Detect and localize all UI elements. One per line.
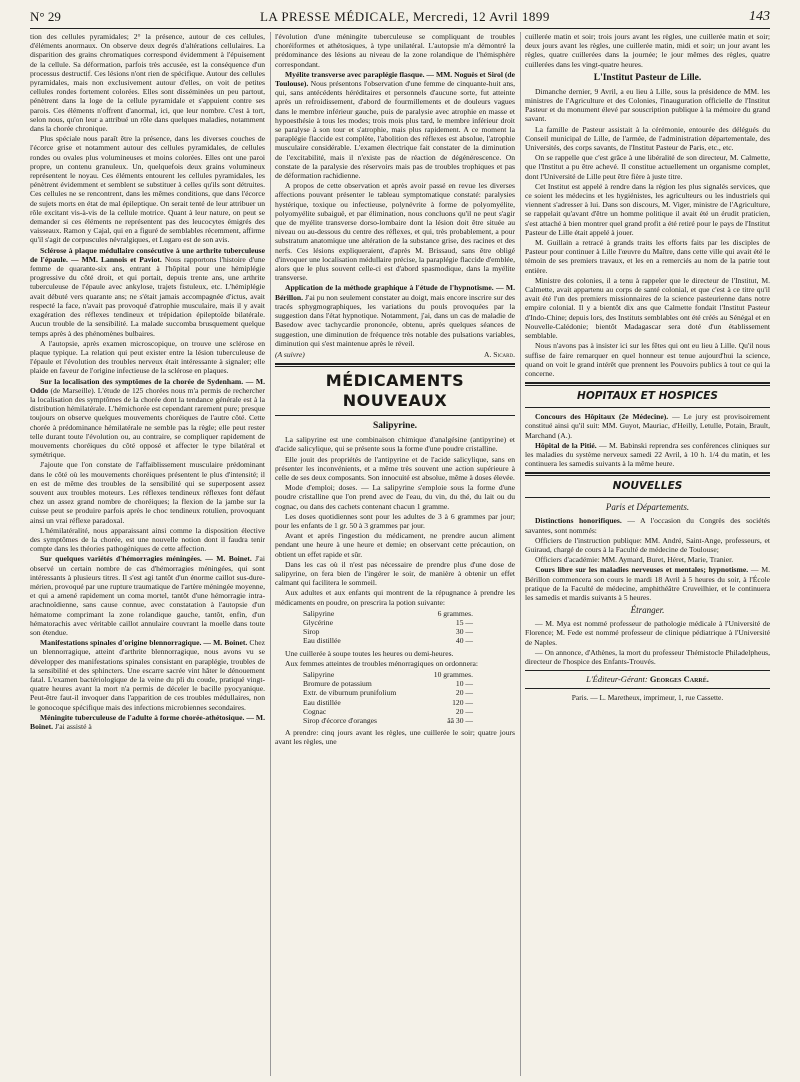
article-title: Application de la méthode graphique à l'étude de l'hypnotisme. — M. Bérillon. <box>275 283 515 302</box>
signature-line <box>275 350 515 359</box>
paragraph: Cet Institut est appelé à rendre dans la région les plus signalés services, que ce soient les médecins et les hygiénistes, les agriculteurs ou les industriels qui viennent s'adresser à lui. Dans son discours, M. Viger, ministre de l'Agriculture, se rappelait qu'avant d'être un homme politique il avait été un érudit praticien, s'est attaché à bien montrer quel grand profit a été retiré pour le pays de l'Institut Pasteur de Lille était appelé à jouer. <box>525 181 770 237</box>
section-title: MÉDICAMENTS NOUVEAUX <box>325 371 465 411</box>
paragraph: Plus spéciale nous paraît être la présence, dans les diverses couches de l'écorce grise et notamment autour des cellules pyramidales, de cellules rondes ou ovales plus volumineuses et moins colorées. Elles ont une paroi propre, un contenu granuleux. Un, quelquefois deux grains volumineux représentent le noyau. Ces éléments entourent les cellules pyramidales, les pénètrent évidemment et semblent se substituer à celles qu'ils sont détruites. Ces cellules ne se rencontrent, dans les mêmes conditions, que dans l'écorce de sujets morts en état de mal épileptique. On serait tenté de leur attribuer un rôle excitant vis-à-vis de la cellule motrice. Quant à leur nature, on peut se demander si ces éléments ne représentent pas des leucocytes émigrés des vaisseaux. Ramon y Cajal, qui en a figuré de semblables récemment, affirme qu'il s'agit de corpuscules névralgiques, et Lugaro est de son avis. <box>30 134 265 245</box>
ingredient: Bromure de potassium <box>303 679 372 689</box>
paragraph: A l'autopsie, après examen microscopique, on trouve une sclérose en plaque typique. La relation qui peut exister entre la lésion tuberculeuse de l'épaule et l'évolution des troubles nerveux était intéressante à signaler; elle plaide en faveur de l'origine infectieuse de la sclérose en plaques. <box>30 338 265 376</box>
paragraph: La salipyrine est une combinaison chimique d'analgésine (antipyrine) et d'acide salicylique, qui se présente sous la forme d'une poudre cristalline. <box>275 435 515 454</box>
quantity: 15 — <box>455 617 473 627</box>
paragraph: Mode d'emploi; doses. — La salipyrine s'emploie sous la forme d'une poudre cristalline que l'on prend avec de l'eau, du vin, du thé, du lait ou du cognac, ou dans des cachets contenant chacun 1 gramme. <box>275 483 515 511</box>
drug-name: Salipyrine. <box>372 421 418 432</box>
paragraph: l'évolution d'une méningite tuberculeuse se compliquant de troubles choréiformes et athétosiques, à type unilatéral. L'autopsie m'a démontré la prédominance des lésions au niveau de la zone rolandique de l'hémisphère correspondant. <box>275 32 515 69</box>
ingredient: Eau distillée <box>303 636 341 646</box>
paragraph: Officiers d'académie: MM. Aymard, Buret, Héret, Marie, Tranier. <box>535 555 734 565</box>
prescription-1 <box>303 609 473 646</box>
printer-imprint: Paris. — L. Maretheux, imprimeur, 1, rue Cassette. <box>571 693 724 703</box>
column-2 <box>275 32 515 1076</box>
paragraph: Officiers de l'instruction publique: MM. André, Saint-Ange, professeurs, et Guiraud, chargé de cours à la Faculté de médecine de Toulouse; <box>525 535 770 554</box>
section-rule <box>525 670 770 671</box>
paragraph: Elle jouit des propriétés de l'antipyrine et de l'acide salicylique, sans en présenter les inconvénients, et a même très souvent une action supérieure à celle de ses deux composants. Son innocuité est absolue, même à doses élevée. <box>275 454 515 482</box>
section-rule <box>275 363 515 367</box>
ingredient: Salipyrine <box>303 608 335 618</box>
ingredient: Glycérine <box>303 617 333 627</box>
paragraph: Ministre des colonies, il a tenu à rappeler que le directeur de l'Institut, M. Calmette, avait appartenu au corps de santé colonial, et que c'est à ce titre qu'il avait été l'un des premiers missionnaires de la science pasteurienne dans notre empire colonial. Il y a bientôt dix ans que Calmette fondait l'Institut Pasteur d'Indo-Chine; depuis lors, des Instituts semblables ont été créés au Sénégal et en Nouvelle-Calédonie; bientôt Madagascar sera doté d'un établissement semblable. <box>525 275 770 341</box>
paragraph: Une cuillerée à soupe toutes les heures ou demi-heures. <box>285 648 454 658</box>
article-title: Sur quelques variétés d'hémorragies méningées. — M. Boinet. <box>40 554 252 564</box>
item-body: — Le jury est provisoirement constitué ainsi qu'il suit: MM. Guyot, Mauriac, d'Heilly, Letulle, Potain, Brault, Marchand (A.). <box>525 412 770 440</box>
ingredient: Extr. de viburnum prunifolium <box>303 688 397 698</box>
paragraph: J'ajoute que l'on constate de l'affaiblissement musculaire prédominant dans le côté où les mouvements choréiques présentent le plus d'intensité; il en est de même des troubles de la sensibilité qui se superposent assez souvent aux troubles moteurs. Les réflexes tendineux réflexes font défaut chez un assez grand nombre de choréiques; la flexion de la jambe sur la cuisse peut se produire parfois après le choc tendineux rotulien, provoquant ainsi un vrai réflexe paradoxal. <box>30 460 265 525</box>
ingredient: Cognac <box>303 706 327 716</box>
item-title: Cours libre sur les maladies nerveuses et mentales; hypnotisme. <box>535 565 749 575</box>
paragraph: L'hémilatéralité, nous apparaissant ainsi comme la disposition élective des symptômes de la chorée, est une nouvelle notion dont il faudra tenir compte dans les théories pathogéniques de cette affection. <box>30 525 265 554</box>
subsection-title: Étranger. <box>630 605 665 616</box>
article-body: J'ai observé un certain nombre de cas d'hémorragies méningées, qui sont intéressants à plusieurs titres. Il s'est agi tantôt d'un énorme caillot sus-dure-mérien, provoqué par une rupture traumatique de l'artère méningée moyenne, et qui a amené rapidement un coma mortel, tantôt d'une hémorragie intra-arachnoïdienne, sans cause connue, avec constatation à l'autopsie d'un hématome comprimant la zone rolandique gauche, tantôt, enfin, d'un hématorachis avec véritable caillot annulaire couvrant la moelle dans toute son étendue. <box>30 554 265 637</box>
section-title: HOPITAUX ET HOSPICES <box>577 390 718 403</box>
quantity: 30 — <box>455 627 473 637</box>
item-body: — A l'occasion du Congrès des sociétés savantes, sont nommés: <box>525 516 770 535</box>
page-number: 143 <box>748 9 770 24</box>
author-signature: A. Sicard. <box>484 349 515 359</box>
subsection-title: Paris et Départements. <box>605 502 690 513</box>
article-body: J'ai pu non seulement constater au doigt, mais encore inscrire sur des tracés sphygmographiques, les variations du pouls provoquées par la suggestion dans l'état hypnotique. Notamment, j'ai, dans un cas de maladie de Basedow avec tachycardie prononcée, obtenu, après quelques séances de suggestion, une diminution de fréquence très notable des pulsations variables, diminution qui s'est maintenue après le réveil. <box>275 292 515 348</box>
paragraph: — M. Mya est nommé professeur de pathologie médicale à l'Université de Florence; M. Fede est nommé professeur de clinique pédiatrique à l'Université de Naples. <box>525 619 770 647</box>
paragraph: Avant et après l'ingestion du médicament, ne prendre aucun aliment pendant une heure à une heure et demie; en observant cette précaution, on obtient un effet rapide et sûr. <box>275 531 515 559</box>
to-be-continued: (A suivre) <box>275 349 305 359</box>
quantity: 20 — <box>455 706 473 716</box>
article-body: J'ai assisté à <box>54 722 92 732</box>
section-title: NOUVELLES <box>612 480 683 493</box>
prescription-2 <box>303 670 473 725</box>
paragraph: tion des cellules pyramidales; 2° la présence, autour de ces cellules, d'éléments anormaux. On observe deux degrés d'altérations cellulaires. La disparition des grains chromatiques correspond évidemment à l'épuisement de la cellule. Sa déformation, parfois très accusée, est la conséquence d'un processus destructif. Ces lésions n'ont rien de spécifique. Autour des cellules pyramidales, mais non exclusivement autour d'elles, on voit de petites cellules rondes fortement colorées. Elles sont disséminées un peu partout, pénètrent dans la loge de la cellule pyramidale et s'appuient contre ses parois. Ces éléments n'offrent d'anormal, ici, que leur nombre. C'est à tort, selon nous, qu'on leur a attribué un rôle dans quelques maladies, notamment dans la chorée chronique. <box>30 32 265 134</box>
ingredient: Eau distillée <box>303 697 341 707</box>
article-title: Myélite transverse avec paraplégie flasque. — MM. Noguès et Sirol (de Toulouse). <box>275 69 515 89</box>
editor-name: Georges Carré. <box>649 674 709 685</box>
paragraph: A prendre: cinq jours avant les règles, une cuillerée le soir; quatre jours avant les règles, une <box>275 728 515 747</box>
article-title: Méningite tuberculeuse de l'adulte à forme chorée-athétosique. — M. Boinet. <box>30 712 265 732</box>
section-rule <box>525 407 770 408</box>
paragraph: On se rappelle que c'est grâce à une libéralité de son directeur, M. Calmette, que l'Institut a pu être achevé. Il constitue actuellement un organisme complet, dont l'Université de Lille peut être fière à juste titre. <box>525 153 770 181</box>
article-body: Chez un blennorragique, atteint d'arthrite blennorragique, nous avons vu se développer des manifestations spinales consistant en paraplégie, troubles de la sensibilité et des sphincters. Une escarre sacrée vint hâter le dénouement fatal. L'examen bactériologique de la veine du pli du coude, pratiqué vingt-quatre heures avant la mort n'a permis de déceler le bacille pyocyanique. Peut-être faut-il invoquer dans l'apparition de ces troubles médullaires, non le gonocoque spécifique mais des infections microbiennes secondaires. <box>30 638 265 712</box>
paragraph: Aux femmes atteintes de troubles ménorragiques on ordonnera: <box>285 658 478 668</box>
paragraph: Nous n'avons pas à insister ici sur les fêtes qui ont eu lieu à Lille. Qu'il nous suffise de faire remarquer en quel honneur est tenue aujourd'hui la science, quand on voit le grand intérêt que prennent les Pouvoirs publics à tout ce qui la concerne. <box>525 341 770 378</box>
article-title: Sur la localisation des symptômes de la chorée de Sydenham. — M. Oddo <box>30 376 265 395</box>
item-body: — M. Babinski reprendra ses conférences cliniques sur les maladies du système nerveux samedi 22 Avril, à 10 h. 1/4 du matin, et les continuera les samedis suivants à la même heure. <box>525 440 770 469</box>
paragraph: M. Guillain a retracé à grands traits les efforts faits par les disciples de Pasteur pour continuer à Lille l'œuvre du Maître, dans cette ville qui avait été le témoin de ses premiers travaux, et les en a remerciés au nom de la patrie tout entière. <box>525 238 770 275</box>
section-rule <box>275 415 515 416</box>
quantity: 10 grammes. <box>433 669 473 679</box>
masthead <box>30 6 770 29</box>
article-title: Manifestations spinales d'origine blennorragique. — M. Boinet. <box>40 638 248 648</box>
quantity: 6 grammes. <box>437 608 473 618</box>
column-3 <box>525 32 770 1076</box>
paragraph: Dans les cas où il n'est pas nécessaire de prendre plus d'une dose de salipyrine, on fera bien de l'ingérer le soir, de manière à obtenir un effet calmant qui facilitera le sommeil. <box>275 559 515 588</box>
paragraph: A propos de cette observation et après avoir passé en revue les diverses affections pouvant présenter le tableau symptomatique constaté: paralysies hystérique, toxique ou infectieuse, polynévrite à forme de polyomyélite, polyomyélite subaiguë, et par élimination, nous concluons qu'il ne peut s'agir que de myélite transverse dorso-lombaire dont la lésion doit être située au niveau ou au-dessous du centre des réflexes, et qui, très probablement, a pour substratum anatomique une altération de la substance grise, des racines et des nerfs. Ces lésions expliqueraient, d'après M. Brissaud, sans être obligé d'invoquer une localisation médullaire précise, la paraplégie flaccide d'emblée, alors que le plus souvent celle-ci est d'abord spasmodique, dans la myélite transverse. <box>275 181 515 283</box>
article-body: (de Marseille). L'étude de 125 chorées nous m'a permis de rechercher la localisation des symptômes de la chorée dont la tendance générale est à la distribution hémilatérale. L'hémichorée est cependant rarement pure; presque toujours on observe quelques mouvements choréiques de l'autre côté. Cette chorée à prédominance hémilatérale ne semble pas la règle; elle peut rester telle durant toute l'évolution ou, au contraire, se compliquer rapidement de mouvements choréiques du côté opposé et affecter le type bilatéral et symétrique. <box>30 385 265 460</box>
quantity: 20 — <box>455 688 473 698</box>
columns <box>30 32 770 1076</box>
section-rule <box>525 472 770 476</box>
paragraph: cuillerée matin et soir; trois jours avant les règles, une cuillerée matin et soir; deux jours avant les règles, une cuillerée matin, midi et soir; un jour avant les règles, quatre cuillerées dans la journée; le jour mêmes des règles, quatre cuillerées dans les vingt-quatre heures. <box>525 32 770 69</box>
quantity: 10 — <box>455 679 473 689</box>
issue-number: N° 29 <box>30 9 61 24</box>
article-heading: L'Institut Pasteur de Lille. <box>593 72 702 83</box>
item-title: Hôpital de la Pitié. <box>535 440 597 450</box>
paragraph: — On annonce, d'Athènes, la mort du professeur Thémistocle Philadelpheus, directeur de l'hospice des Enfants-Trouvés. <box>525 647 770 666</box>
quantity: ââ 30 — <box>447 716 473 725</box>
article-body: Nous présentons l'observation d'une femme de cinquante-huit ans, qui, sans antécédents héréditaires et personnels d'aucune sorte, fut atteinte après un refroidissement, d'abord de fourmillements et de douleurs vagues dans le membre inférieur gauche, puis de paralysie avec atrophie en masse et hypoesthésie à tous les modes; trois mois plus tard, le membre inférieur droit se paralyse à son tour et s'atrophie, mais plus rapidement. A ce moment la paraplégie flaccide est complète, l'abolition des réflexes est absolue, l'atrophie musculaire considérable. L'examen électrique fait constater de la diminution de l'excitabilité, mais il n'existe pas de réaction de dégénérescence. On constate de la paralysie des réservoirs mais pas de troubles trophiques et pas de déformation rachidienne. <box>275 79 515 181</box>
quantity: 40 — <box>455 636 473 646</box>
column-divider <box>270 32 271 1076</box>
article-body: Nous rapportons l'histoire d'une femme de quarante-six ans, entrant à l'hôpital pour une hémiplégie progressive du côté droit, et qui portait, depuis trente ans, une arthrite tuberculeuse de l'épaule avec ankylose, trajets fistuleux, etc. L'hémiplégie avait débuté vers quarante ans; ne s'était jamais accompagnée d'ictus, avait respecté la face, n'avait pas provoqué d'atrophie musculaire, mais il y avait exagération des réflexes tendineux et trépidation épileptoïde bilatérale. Aucun trouble de la sensibilité. La malade succomba brusquement quelque temps après à des phénomènes bulbaires. <box>30 254 265 338</box>
section-rule <box>525 497 770 498</box>
paragraph: Dimanche dernier, 9 Avril, a eu lieu à Lille, sous la présidence de MM. les ministres de l'Agriculture et des Colonies, l'inauguration officielle de l'Institut Pasteur et du monument élevé par souscription publique à la mémoire du grand savant. <box>525 86 770 124</box>
ingredient: Salipyrine <box>303 669 335 679</box>
item-body: — M. Bérillon commencera son cours le mardi 18 Avril à 5 heures du soir, à l'École pratique de la Faculté de médecine, amphithéâtre Cruveilhier, et le continuera les samedis et mardis suivants à 5 heures. <box>525 565 770 602</box>
editor-line <box>525 675 770 684</box>
section-rule <box>525 688 770 689</box>
paragraph: Aux adultes et aux enfants qui montrent de la répugnance à prendre les médicaments en poudre, on prescrira la potion suivante: <box>275 588 515 607</box>
paragraph: La famille de Pasteur assistait à la cérémonie, entourée des délégués du Conseil municipal de Lille, de l'armée, de l'administration départementale, des Universités, des corps savants, de l'Institut Pasteur de Paris, etc., etc. <box>525 124 770 153</box>
item-title: Concours des Hôpitaux (2e Médecine). <box>535 412 669 422</box>
item-title: Distinctions honorifiques. <box>535 516 622 526</box>
journal-title: LA PRESSE MÉDICALE, Mercredi, 12 Avril 1899 <box>259 9 550 24</box>
editor-label: L'Éditeur-Gérant: <box>586 674 648 685</box>
paragraph: Les doses quotidiennes sont pour les adultes de 3 à 6 grammes par jour; pour les enfants de 1 gr. 50 à 3 grammes par jour. <box>275 511 515 530</box>
quantity: 120 — <box>452 697 473 707</box>
column-divider <box>520 32 521 1076</box>
ingredient: Sirop <box>303 627 320 637</box>
article-title: Sclérose à plaque médullaire consécutive à une arthrite tuberculeuse de l'épaule. — MM. Lannois et Paviot. <box>30 245 265 264</box>
column-1 <box>30 32 265 1076</box>
section-rule <box>525 382 770 386</box>
ingredient: Sirop d'écorce d'oranges <box>303 716 378 725</box>
